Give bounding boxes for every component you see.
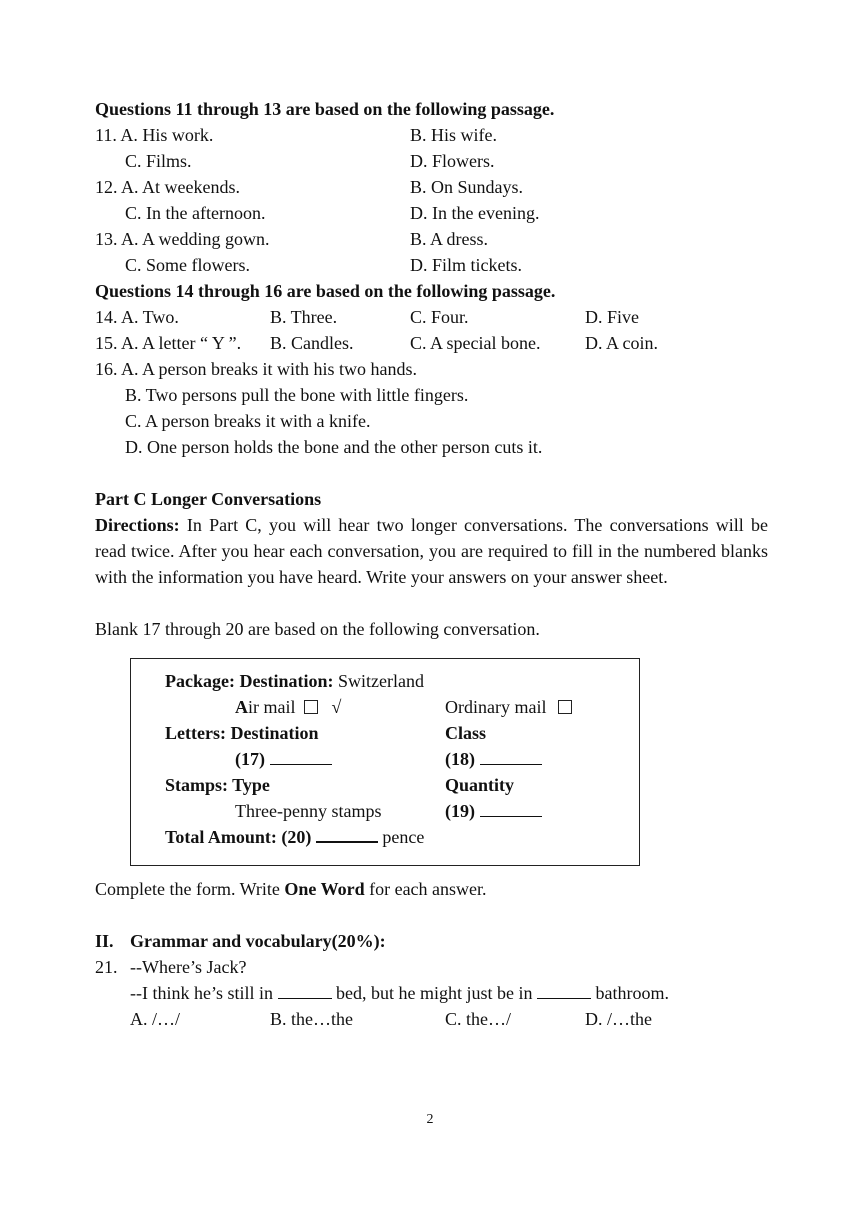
directions-label: Directions: [95, 515, 180, 535]
q21-line2-a: --I think he’s still in [130, 983, 278, 1003]
blank-18 [445, 746, 542, 772]
blank-18-number: (18) [445, 749, 475, 769]
total-amount-row [165, 824, 424, 850]
section-heading-14-16: Questions 14 through 16 are based on the following passage. [95, 281, 556, 301]
q21-option-d: D. /…the [585, 1009, 652, 1029]
package-label: Package: Destination: [165, 671, 334, 691]
q12-option-b: B. On Sundays. [410, 177, 524, 197]
q11-option-c: C. Films. [125, 151, 192, 171]
q14-option-b: B. Three. [270, 307, 338, 327]
section-heading-11-13: Questions 11 through 13 are based on the following passage. [95, 99, 555, 119]
q16-option-a: 16. A. A person breaks it with his two hands. [95, 359, 417, 379]
blank-19 [445, 798, 542, 824]
q14-option-a: 14. A. Two. [95, 307, 179, 327]
ordinary-mail-checkbox [558, 700, 572, 714]
check-mark-icon: √ [331, 697, 342, 717]
quantity-label: Quantity [445, 775, 515, 795]
total-unit: pence [377, 827, 425, 847]
blank-17-line [270, 748, 332, 765]
q21-option-a: A. /…/ [130, 1009, 181, 1029]
letters-destination-label: Letters: Destination [165, 723, 319, 743]
q21-blank-2 [537, 982, 591, 999]
part-c-directions [95, 512, 768, 590]
blank-18-line [480, 748, 542, 765]
q21-number: 21. [95, 957, 118, 977]
blank-20-line [316, 825, 378, 843]
q16-option-d: D. One person holds the bone and the other person cuts it. [125, 437, 543, 457]
q13-option-b: B. A dress. [410, 229, 489, 249]
q11-option-b: B. His wife. [410, 125, 497, 145]
package-destination: Switzerland [333, 671, 424, 691]
section-2-title: Grammar and vocabulary(20%): [130, 931, 386, 951]
blank-17 [235, 746, 332, 772]
blank-17-number: (17) [235, 749, 265, 769]
blank-19-number: (19) [445, 801, 475, 821]
q15-option-b: B. Candles. [270, 333, 354, 353]
q16-option-b: B. Two persons pull the bone with little fingers. [125, 385, 469, 405]
stamps-type-label: Stamps: Type [165, 775, 270, 795]
air-mail-initial: A [235, 697, 248, 717]
q11-option-d: D. Flowers. [410, 151, 495, 171]
q13-option-a: 13. A. A wedding gown. [95, 229, 270, 249]
air-mail-checkbox [304, 700, 318, 714]
complete-pre: Complete the form. Write [95, 879, 285, 899]
blank-19-line [480, 800, 542, 817]
ordinary-mail-label: Ordinary mail [445, 697, 547, 717]
part-c-title: Part C Longer Conversations [95, 489, 322, 509]
q21-option-c: C. the…/ [445, 1009, 511, 1029]
q11-option-a: 11. A. His work. [95, 125, 214, 145]
complete-post: for each answer. [364, 879, 487, 899]
q16-option-c: C. A person breaks it with a knife. [125, 411, 371, 431]
q21-blank-1 [278, 982, 332, 999]
q15-option-c: C. A special bone. [410, 333, 541, 353]
air-mail-option [235, 694, 341, 720]
complete-instruction [95, 876, 487, 902]
q12-option-c: C. In the afternoon. [125, 203, 266, 223]
package-row [165, 668, 424, 694]
q21-line2-b: bed, but he might just be in [331, 983, 537, 1003]
q14-option-d: D. Five [585, 307, 639, 327]
section-2-number: II. [95, 931, 114, 951]
q21-line2-c: bathroom. [590, 983, 669, 1003]
directions-text: In Part C, you will hear two longer conversations. The conversations will be read twice. After you hear each conversation, you are required to fill in the numbered blanks with the information you have heard. Write your answers on your answer sheet. [95, 515, 768, 587]
q15-option-d: D. A coin. [585, 333, 659, 353]
air-mail-label: ir mail [248, 697, 296, 717]
q12-option-a: 12. A. At weekends. [95, 177, 240, 197]
complete-bold: One Word [284, 879, 365, 899]
q15-option-a: 15. A. A letter “ Y ”. [95, 333, 242, 353]
q13-option-d: D. Film tickets. [410, 255, 522, 275]
q21-line2 [130, 980, 669, 1006]
page-number: 2 [426, 1112, 434, 1127]
q13-option-c: C. Some flowers. [125, 255, 250, 275]
class-label: Class [445, 723, 487, 743]
ordinary-mail-option [445, 694, 572, 720]
stamp-type-value: Three-penny stamps [235, 801, 382, 821]
blank-intro: Blank 17 through 20 are based on the following conversation. [95, 619, 540, 639]
q21-line1: --Where’s Jack? [130, 957, 247, 977]
total-amount-label: Total Amount: (20) [165, 827, 312, 847]
q21-option-b: B. the…the [270, 1009, 353, 1029]
q12-option-d: D. In the evening. [410, 203, 540, 223]
q14-option-c: C. Four. [410, 307, 469, 327]
